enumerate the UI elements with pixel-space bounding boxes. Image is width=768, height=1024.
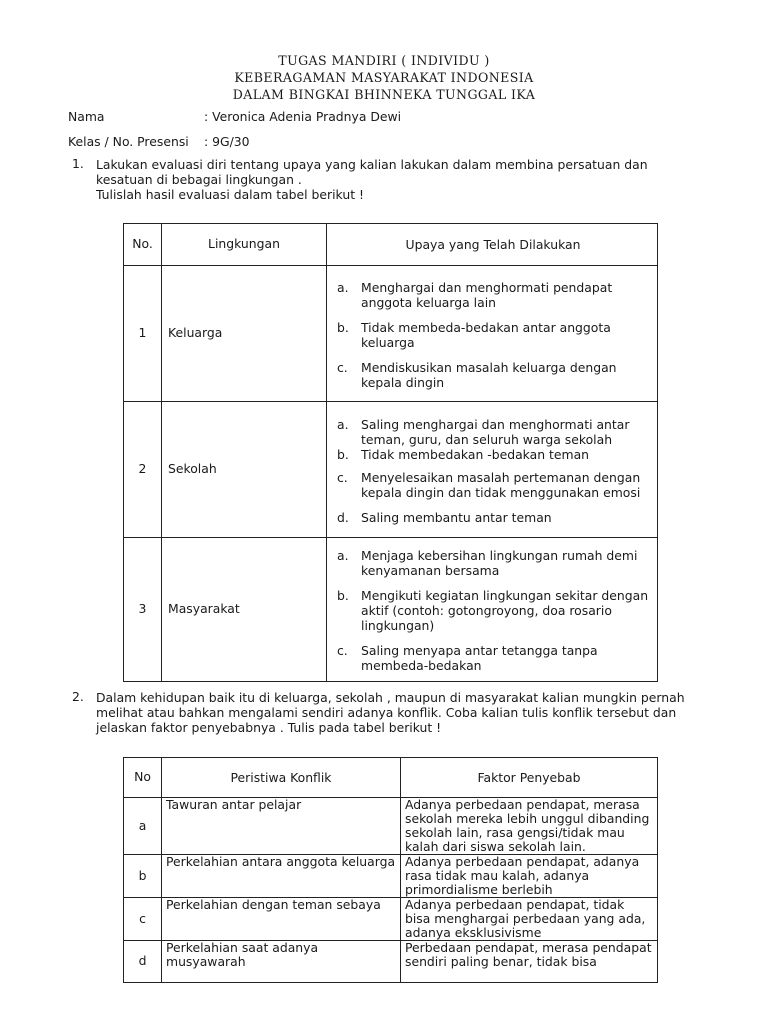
effort-item-letter: c. xyxy=(337,359,348,375)
effort-item-letter: c. xyxy=(337,469,348,485)
question-1-line-1: Lakukan evaluasi diri tentang upaya yang kalian lakukan dalam membina persatuan dan xyxy=(96,157,648,172)
effort-cell xyxy=(327,538,658,682)
effort-item-letter: c. xyxy=(337,643,348,658)
effort-item-letter: a. xyxy=(337,416,349,432)
header-no: No. xyxy=(124,224,162,266)
effort-item xyxy=(337,588,649,633)
evaluation-row xyxy=(124,402,658,538)
effort-item xyxy=(337,417,649,447)
evaluation-row xyxy=(124,266,658,402)
effort-item-text: Mendiskusikan masalah keluarga dengan kepala dingin xyxy=(361,359,617,390)
header-conflict-event: Peristiwa Konflik xyxy=(162,758,401,798)
effort-item-letter: d. xyxy=(337,509,349,525)
effort-item xyxy=(337,320,649,350)
effort-item xyxy=(337,280,649,310)
environment-name: Sekolah xyxy=(162,402,327,538)
environment-name: Keluarga xyxy=(162,266,327,402)
header-cause: Faktor Penyebab xyxy=(401,758,658,798)
row-label: a xyxy=(124,798,162,855)
effort-item-text: Tidak membeda-bedakan antar anggota keluarga xyxy=(361,319,611,350)
conflict-table-header xyxy=(124,758,658,798)
effort-item xyxy=(337,470,649,500)
conflict-cause: Perbedaan pendapat, merasa pendapat sendiri paling benar, tidak bisa xyxy=(401,941,658,983)
header-effort: Upaya yang Telah Dilakukan xyxy=(327,224,658,266)
effort-item-text: Saling membantu antar teman xyxy=(361,509,552,525)
effort-item-letter: b. xyxy=(337,446,349,462)
evaluation-table-header xyxy=(124,224,658,266)
effort-list xyxy=(337,280,649,390)
evaluation-row xyxy=(124,538,658,682)
question-2-line-2: melihat atau bahkan mengalami sendiri adanya konflik. Coba kalian tulis konflik tersebut dan xyxy=(96,705,677,720)
name-value: : Veronica Adenia Pradnya Dewi xyxy=(204,109,402,124)
row-label: d xyxy=(124,941,162,983)
evaluation-table xyxy=(123,223,658,682)
question-1-number: 1. xyxy=(72,156,84,171)
page-title xyxy=(0,52,768,103)
row-number: 2 xyxy=(124,402,162,538)
conflict-row xyxy=(124,855,658,898)
effort-cell xyxy=(327,402,658,538)
effort-item-text: Mengikuti kegiatan lingkungan sekitar dengan aktif (contoh: gotongroyong, doa rosario lingkungan) xyxy=(361,588,649,633)
effort-item-letter: b. xyxy=(337,319,349,335)
effort-item xyxy=(337,510,649,525)
effort-item xyxy=(337,360,649,390)
question-2-line-1: Dalam kehidupan baik itu di keluarga, sekolah , maupun di masyarakat kalian mungkin pernah xyxy=(96,690,685,705)
row-number: 1 xyxy=(124,266,162,402)
title-line-2: KEBERAGAMAN MASYARAKAT INDONESIA xyxy=(234,70,534,85)
effort-item-text: Menghargai dan menghormati pendapat anggota keluarga lain xyxy=(361,279,613,310)
question-1-line-3: Tulislah hasil evaluasi dalam tabel berikut ! xyxy=(96,187,364,202)
effort-item-text: Tidak membedakan -bedakan teman xyxy=(361,446,590,462)
conflict-row xyxy=(124,941,658,983)
title-line-3: DALAM BINGKAI BHINNEKA TUNGGAL IKA xyxy=(232,87,536,102)
question-2-number: 2. xyxy=(72,689,84,704)
effort-list xyxy=(337,548,649,673)
effort-item-letter: b. xyxy=(337,588,349,603)
conflict-event: Perkelahian saat adanya musyawarah xyxy=(162,941,401,983)
effort-item xyxy=(337,643,649,673)
name-label: Nama xyxy=(68,109,105,124)
effort-item xyxy=(337,548,649,578)
row-label: c xyxy=(124,898,162,941)
effort-item-text: Saling menghargai dan menghormati antar teman, guru, dan seluruh warga sekolah xyxy=(361,416,630,447)
row-label: b xyxy=(124,855,162,898)
effort-item xyxy=(337,447,649,462)
class-value: : 9G/30 xyxy=(204,134,250,149)
question-2 xyxy=(72,689,696,735)
effort-item-letter: a. xyxy=(337,279,349,295)
conflict-table xyxy=(123,757,658,983)
effort-item-text: Saling menyapa antar tetangga tanpa membeda-bedakan xyxy=(361,643,598,673)
effort-item-letter: a. xyxy=(337,548,349,563)
conflict-cause: Adanya perbedaan pendapat, tidak bisa menghargai perbedaan yang ada, adanya eksklusivisme xyxy=(401,898,658,941)
conflict-row xyxy=(124,798,658,855)
conflict-event: Perkelahian dengan teman sebaya xyxy=(162,898,401,941)
environment-name: Masyarakat xyxy=(162,538,327,682)
header-environment: Lingkungan xyxy=(162,224,327,266)
effort-item-text: Menjaga kebersihan lingkungan rumah demi kenyamanan bersama xyxy=(361,548,638,578)
question-1-line-2: kesatuan di bebagai lingkungan . xyxy=(96,172,302,187)
title-line-1: TUGAS MANDIRI ( INDIVIDU ) xyxy=(278,53,490,68)
conflict-row xyxy=(124,898,658,941)
conflict-event: Tawuran antar pelajar xyxy=(162,798,401,855)
header-no: No xyxy=(124,758,162,798)
effort-list xyxy=(337,417,649,525)
class-label: Kelas / No. Presensi xyxy=(68,134,189,149)
row-number: 3 xyxy=(124,538,162,682)
conflict-event: Perkelahian antara anggota keluarga xyxy=(162,855,401,898)
effort-cell xyxy=(327,266,658,402)
question-2-line-3: jelaskan faktor penyebabnya . Tulis pada tabel berikut ! xyxy=(96,720,442,735)
conflict-cause: Adanya perbedaan pendapat, adanya rasa tidak mau kalah, adanya primordialisme berlebih xyxy=(401,855,658,898)
conflict-cause: Adanya perbedaan pendapat, merasa sekolah mereka lebih unggul dibanding sekolah lain, rasa gengsi/tidak mau kalah dari siswa sekolah lain. xyxy=(401,798,658,855)
question-1 xyxy=(72,156,696,202)
effort-item-text: Menyelesaikan masalah pertemanan dengan kepala dingin dan tidak menggunakan emosi xyxy=(361,469,641,500)
